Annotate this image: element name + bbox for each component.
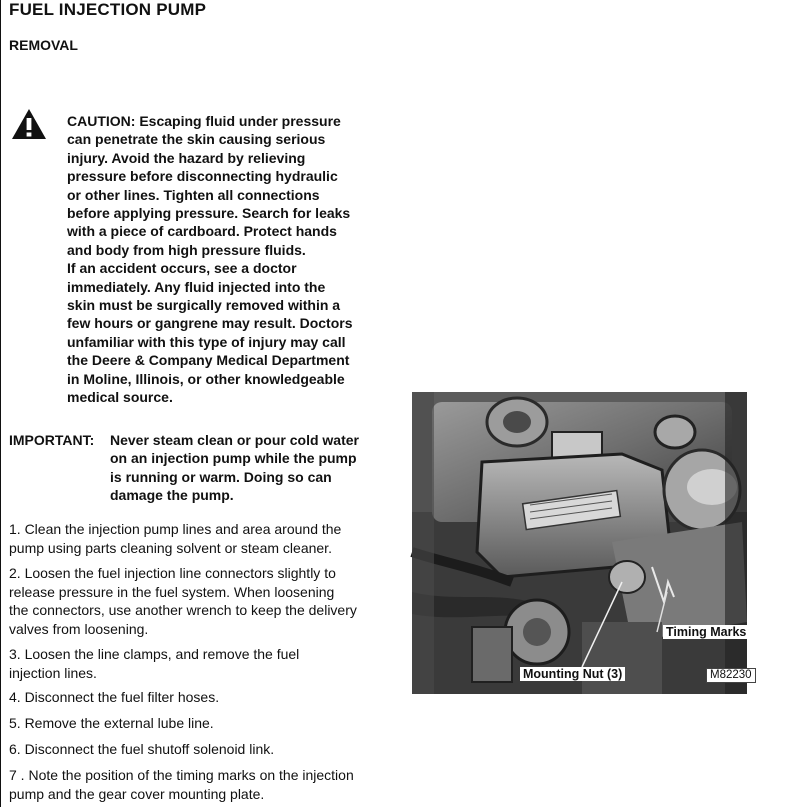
important-line: on an injection pump while the pump <box>110 450 357 467</box>
step-3 <box>9 645 299 682</box>
important-line: is running or warm. Doing so can <box>110 468 332 485</box>
important-line: damage the pump. <box>110 487 234 504</box>
caution-line: pressure before disconnecting hydraulic <box>67 168 338 185</box>
step-line: pump using parts cleaning solvent or steam cleaner. <box>9 539 332 556</box>
caution-line: immediately. Any fluid injected into the <box>67 278 326 295</box>
caution-line: CAUTION: Escaping fluid under pressure <box>67 113 341 129</box>
step-line: 4. Disconnect the fuel filter hoses. <box>9 689 220 705</box>
caution-line: unfamiliar with this type of injury may call <box>67 333 346 350</box>
caution-line: before applying pressure. Search for leaks <box>67 205 351 222</box>
step-line: 7 . Note the position of the timing marks on the injection <box>9 767 354 783</box>
step-4 <box>9 688 219 707</box>
injection-pump-photo <box>412 392 752 694</box>
caution-line: skin must be surgically removed within a <box>67 297 341 314</box>
important-label: IMPORTANT: <box>9 432 95 448</box>
step-line: valves from loosening. <box>9 620 149 637</box>
step-line: release pressure in the fuel system. When loosening <box>9 583 335 600</box>
caution-line: few hours or gangrene may result. Doctors <box>67 315 353 332</box>
caution-line: the Deere & Company Medical Department <box>67 352 350 369</box>
caution-line: or other lines. Tighten all connections <box>67 186 320 203</box>
figure-id: M82230 <box>706 668 756 683</box>
engine-illustration <box>412 392 747 694</box>
page-title: FUEL INJECTION PUMP <box>9 0 207 19</box>
section-subtitle: REMOVAL <box>9 37 78 53</box>
step-6 <box>9 740 274 759</box>
caution-line: injury. Avoid the hazard by relieving <box>67 149 306 166</box>
step-1 <box>9 520 341 557</box>
caution-line: If an accident occurs, see a doctor <box>67 260 297 277</box>
step-line: pump and the gear cover mounting plate. <box>9 785 265 802</box>
caution-line: with a piece of cardboard. Protect hands <box>67 223 337 240</box>
step-5 <box>9 714 214 733</box>
caution-line: medical source. <box>67 389 173 406</box>
step-line: 6. Disconnect the fuel shutoff solenoid link. <box>9 741 275 757</box>
step-7 <box>9 766 354 803</box>
step-line: 3. Loosen the line clamps, and remove the fuel <box>9 646 300 662</box>
step-line: 5. Remove the external lube line. <box>9 715 214 731</box>
caution-line: can penetrate the skin causing serious <box>67 131 326 148</box>
caution-line: and body from high pressure fluids. <box>67 241 306 258</box>
step-2 <box>9 564 357 638</box>
caution-block <box>67 112 397 407</box>
step-line: the connectors, use another wrench to keep the delivery <box>9 602 357 618</box>
callout-timing-marks: Timing Marks <box>663 625 749 639</box>
step-line: 1. Clean the injection pump lines and area around the <box>9 521 342 537</box>
caution-line: in Moline, Illinois, or other knowledgeable <box>67 370 345 387</box>
important-text <box>110 431 359 505</box>
important-line: Never steam clean or pour cold water <box>110 432 359 448</box>
page-left-rule <box>0 0 1 807</box>
warning-triangle-icon <box>11 108 47 140</box>
step-line: injection lines. <box>9 664 97 681</box>
step-line: 2. Loosen the fuel injection line connectors slightly to <box>9 565 336 581</box>
callout-mounting-nut: Mounting Nut (3) <box>520 667 625 681</box>
